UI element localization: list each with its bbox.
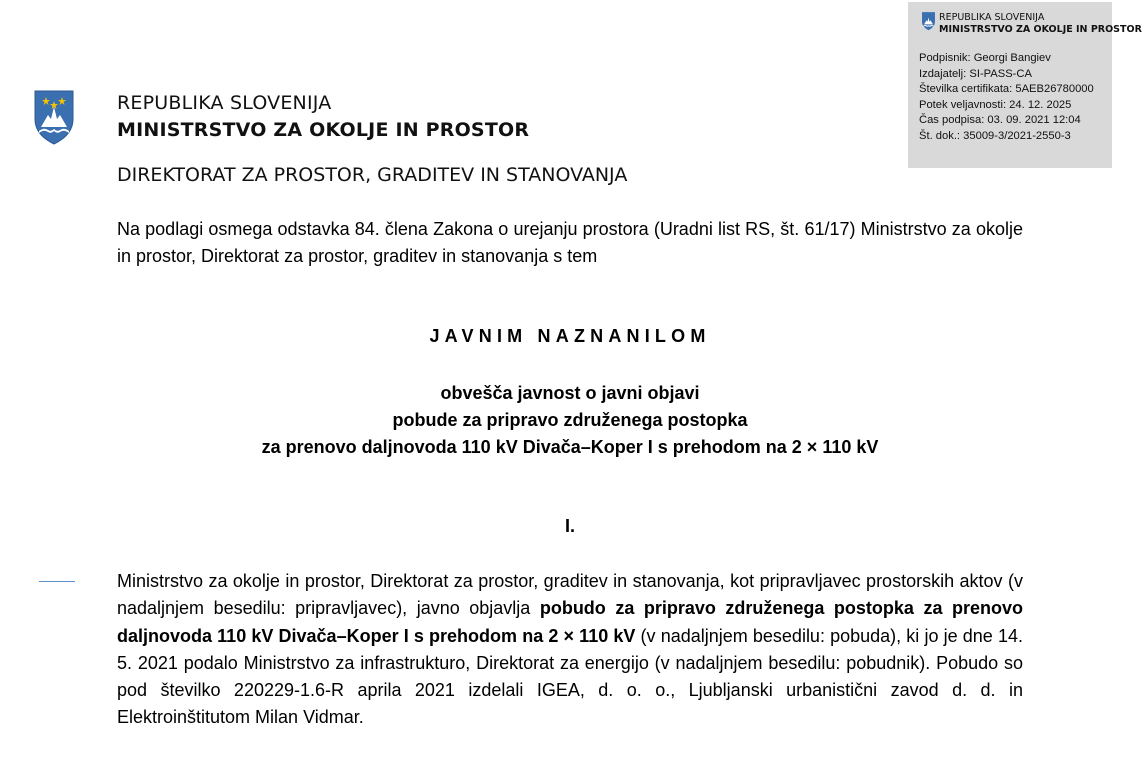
signature-time: Čas podpisa: 03. 09. 2021 12:04 xyxy=(919,114,1081,126)
signature-org-name: REPUBLIKA SLOVENIJA xyxy=(939,12,1045,23)
section-number: I. xyxy=(564,516,575,536)
intro-paragraph: Na podlagi osmega odstavka 84. člena Zakona o urejanju prostora (Uradni list RS, št. 61/17) Ministrstvo za okolje in prostor, Direktorat za prostor, graditev in stanovanja s tem xyxy=(117,219,1023,267)
signature-ministry-name: MINISTRSTVO ZA OKOLJE IN PROSTOR xyxy=(939,24,1142,35)
body-text: Ministrstvo za okolje in prostor, Direktorat za prostor, graditev in stanovanja, kot pripravljavec prostorskih aktov (v nadaljnjem besedilu: pripravljavec), javno objavlja xyxy=(117,571,1023,619)
slovenia-coat-of-arms-icon xyxy=(921,11,936,31)
signature-certificate-number: Številka certifikata: 5AEB26780000 xyxy=(919,83,1094,95)
subheading-line: pobude za pripravo združenega postopka xyxy=(392,410,748,430)
signature-issuer: Izdajatelj: SI-PASS-CA xyxy=(919,67,1032,80)
digital-signature-box xyxy=(908,2,1142,168)
signature-expiry: Potek veljavnosti: 24. 12. 2025 xyxy=(919,98,1072,111)
document-subheading xyxy=(117,380,1023,461)
signature-details xyxy=(919,51,1094,144)
subheading-line: za prenovo daljnovoda 110 kV Divača–Koper I s prehodom na 2 × 110 kV xyxy=(261,437,879,457)
subheading-line: obvešča javnost o javni objavi xyxy=(440,383,700,403)
body-paragraph xyxy=(117,568,1023,732)
org-name: REPUBLIKA SLOVENIJA xyxy=(117,92,332,114)
ministry-name: MINISTRSTVO ZA OKOLJE IN PROSTOR xyxy=(117,119,530,141)
body-text: (v nadaljnjem besedilu: pobuda), ki jo je dne 14. 5. 2021 podalo Ministrstvo za infrastrukturo, Direktorat za energijo (v nadaljnjem besedilu: pobudnik). Pobudo so pod številko 220229-1.6-R aprila 2021 izdelali IGEA, d. o. o., Ljubljanski urbanistični zavod d. d. in Elektroinštitutom Milan Vidmar. xyxy=(117,625,1023,728)
slovenia-coat-of-arms-icon xyxy=(32,89,76,145)
directorate-name: DIREKTORAT ZA PROSTOR, GRADITEV IN STANOVANJA xyxy=(117,164,628,186)
document-heading: JAVNIM NAZNANILOM xyxy=(429,326,711,346)
margin-marker xyxy=(39,581,75,582)
signature-signer: Podpisnik: Georgi Bangiev xyxy=(919,52,1051,64)
body-text-bold: pobudo za pripravo združenega postopka za prenovo daljnovoda 110 kV Divača–Koper I s prehodom na 2 × 110 kV xyxy=(117,598,1024,646)
signature-document-number: Št. dok.: 35009-3/2021-2550-3 xyxy=(919,129,1071,142)
